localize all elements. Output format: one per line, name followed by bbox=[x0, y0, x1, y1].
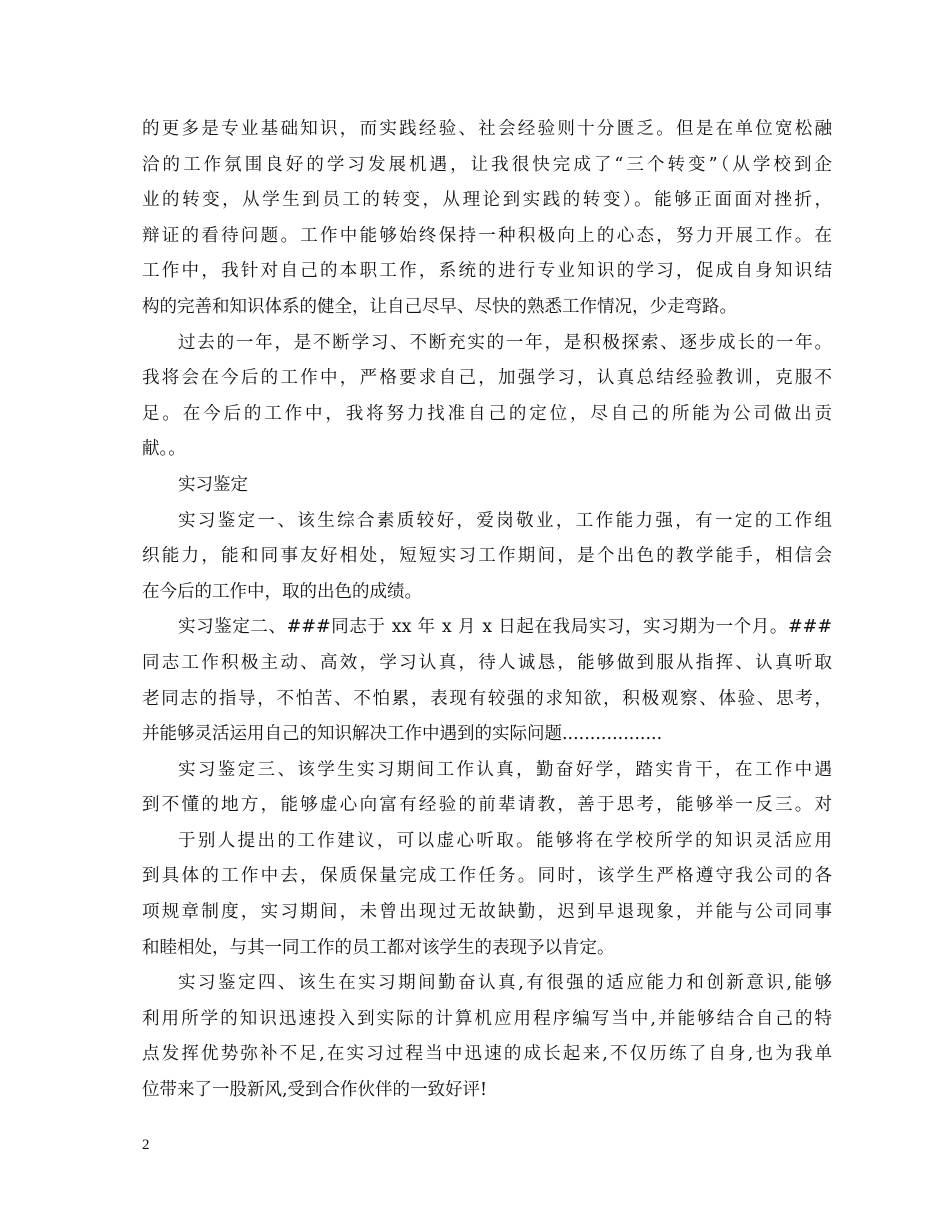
text-line: 到具体的工作中去，保质保量完成工作任务。同时，该学生严格遵守我公司的各 bbox=[142, 866, 832, 887]
text-line: 构的完善和知识体系的健全，让自己尽早、尽快的熟悉工作情况，少走弯路。 bbox=[142, 296, 737, 317]
text-line: 足。在今后的工作中，我将努力找准自己的定位，尽自己的所能为公司做出贡 bbox=[142, 403, 832, 424]
text-line: 和睦相处，与其一同工作的员工都对该学生的表现予以肯定。 bbox=[142, 937, 615, 958]
text-line: 实习鉴定一、该生综合素质较好，爱岗敬业，工作能力强，有一定的工作组 bbox=[178, 510, 832, 531]
text-line: 于别人提出的工作建议，可以虚心听取。能够将在学校所学的知识灵活应用 bbox=[178, 830, 832, 851]
text-line: 辩证的看待问题。工作中能够始终保持一种积极向上的心态，努力开展工作。在 bbox=[142, 225, 832, 246]
text-line: 实习鉴定四、该生在实习期间勤奋认真,有很强的适应能力和创新意识,能够 bbox=[178, 973, 832, 994]
text-line: 过去的一年，是不断学习、不断充实的一年，是积极探索、逐步成长的一年。 bbox=[178, 332, 832, 353]
text-line: 献。。 bbox=[142, 439, 186, 460]
text-line: 工作中，我针对自己的本职工作，系统的进行专业知识的学习，促成自身知识结 bbox=[142, 261, 832, 282]
text-line: 老同志的指导，不怕苦、不怕累，表现有较强的求知欲，积极观察、体验、思考， bbox=[142, 688, 832, 709]
text-line: 业的转变，从学生到员工的转变，从理论到实践的转变）。能够正面面对挫折， bbox=[142, 190, 832, 211]
text-line: 的更多是专业基础知识，而实践经验、社会经验则十分匮乏。但是在单位宽松融 bbox=[142, 119, 832, 139]
text-line: 在今后的工作中，取的出色的成绩。 bbox=[142, 581, 422, 602]
text-line: 我将会在今后的工作中，严格要求自己，加强学习，认真总结经验教训，克服不 bbox=[142, 368, 832, 389]
text-line: 实习鉴定二、###同志于 xx 年 x 月 x 日起在我局实习，实习期为一个月。### bbox=[178, 617, 832, 638]
text-line: 洽的工作氛围良好的学习发展机遇，让我很快完成了“三个转变”（从学校到企 bbox=[142, 154, 832, 175]
section-heading: 实习鉴定 bbox=[178, 474, 248, 495]
text-line: 同志工作积极主动、高效，学习认真，待人诚恳，能够做到服从指挥、认真听取 bbox=[142, 652, 832, 673]
text-line: 到不懂的地方，能够虚心向富有经验的前辈请教，善于思考，能够举一反三。对 bbox=[142, 795, 832, 816]
body-text bbox=[142, 112, 832, 1109]
text-line: 点发挥优势弥补不足,在实习过程当中迅速的成长起来,不仅历练了自身,也为我单 bbox=[142, 1044, 832, 1065]
text-line: 项规章制度，实习期间，未曾出现过无故缺勤，迟到早退现象，并能与公司同事 bbox=[142, 902, 832, 923]
text-line: 位带来了一股新风,受到合作伙伴的一致好评! bbox=[142, 1080, 488, 1101]
text-line: 并能够灵活运用自己的知识解决工作中遇到的实际问题.................. bbox=[142, 724, 663, 745]
text-line: 利用所学的知识迅速投入到实际的计算机应用程序编写当中,并能够结合自己的特 bbox=[142, 1008, 832, 1029]
text-line: 织能力，能和同事友好相处，短短实习工作期间，是个出色的教学能手，相信会 bbox=[142, 546, 832, 567]
page-number: 2 bbox=[142, 1137, 150, 1153]
text-line: 实习鉴定三、该学生实习期间工作认真，勤奋好学，踏实肯干，在工作中遇 bbox=[178, 759, 832, 780]
